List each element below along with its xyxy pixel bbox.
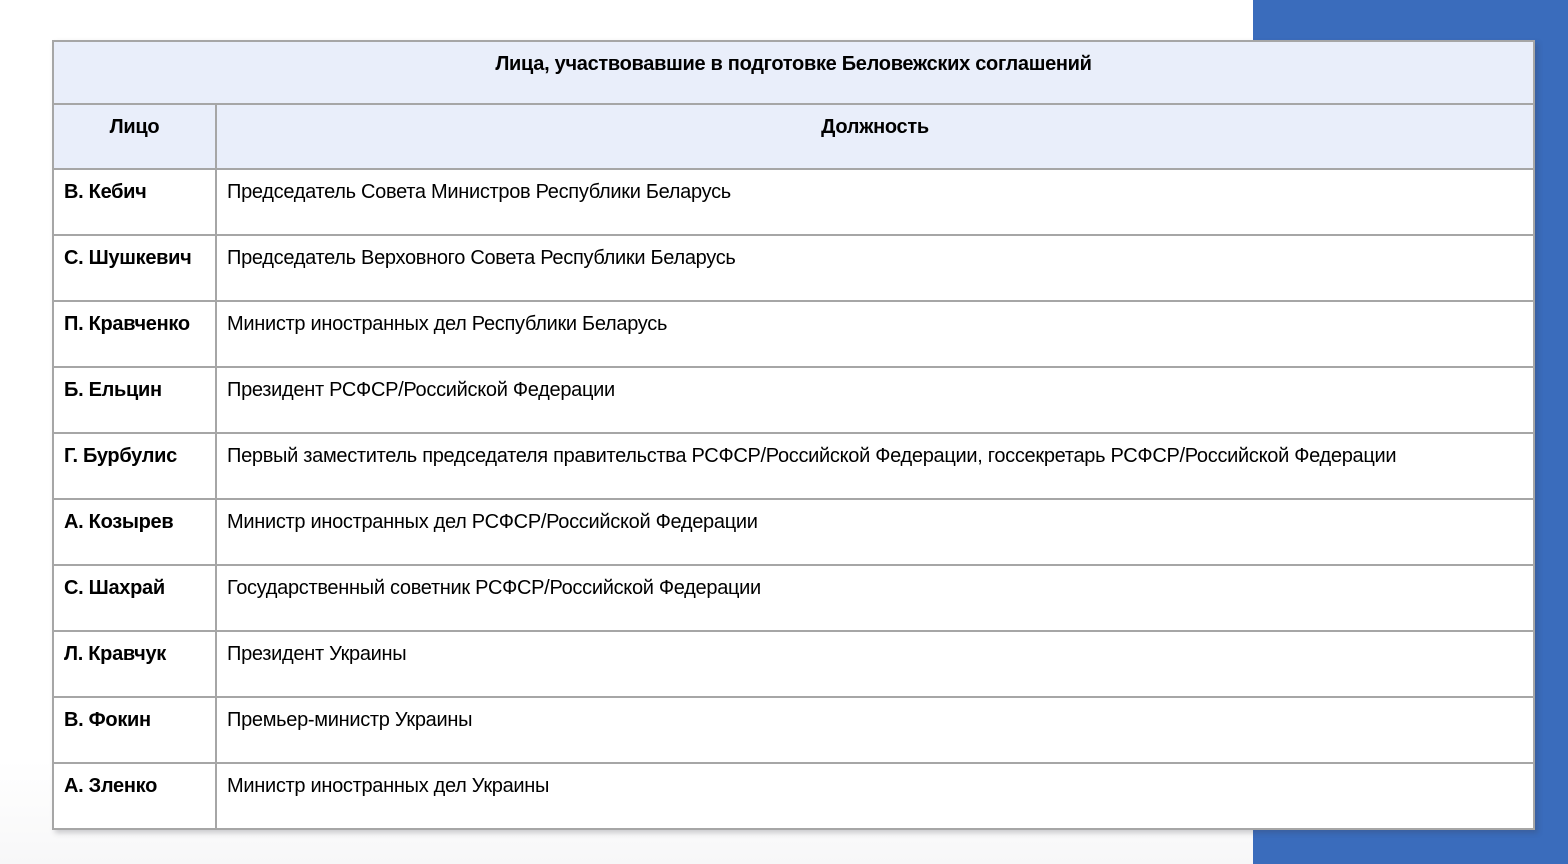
- table-row: [53, 433, 1534, 499]
- participants-table-grid: [52, 40, 1535, 830]
- position-cell: Министр иностранных дел Украины: [216, 763, 1534, 829]
- table-header-row: [53, 104, 1534, 169]
- person-name-cell: Г. Бурбулис: [53, 433, 216, 499]
- column-header-position: Должность: [216, 104, 1534, 169]
- participants-table: [52, 40, 1535, 830]
- table-row: [53, 367, 1534, 433]
- table-row: [53, 565, 1534, 631]
- position-cell: Первый заместитель председателя правительства РСФСР/Российской Федерации, госсекретарь РСФСР/Российской Федерации: [216, 433, 1534, 499]
- position-cell: Председатель Верховного Совета Республики Беларусь: [216, 235, 1534, 301]
- position-cell: Министр иностранных дел Республики Беларусь: [216, 301, 1534, 367]
- table-title: Лица, участвовавшие в подготовке Беловежских соглашений: [53, 41, 1534, 104]
- person-name-cell: В. Кебич: [53, 169, 216, 235]
- person-name-cell: Л. Кравчук: [53, 631, 216, 697]
- position-cell: Премьер-министр Украины: [216, 697, 1534, 763]
- table-title-row: [53, 41, 1534, 104]
- position-cell: Президент Украины: [216, 631, 1534, 697]
- table-row: [53, 631, 1534, 697]
- position-cell: Президент РСФСР/Российской Федерации: [216, 367, 1534, 433]
- table-row: [53, 301, 1534, 367]
- person-name-cell: С. Шахрай: [53, 565, 216, 631]
- table-row: [53, 697, 1534, 763]
- table-row: [53, 499, 1534, 565]
- person-name-cell: П. Кравченко: [53, 301, 216, 367]
- table-row: [53, 763, 1534, 829]
- person-name-cell: Б. Ельцин: [53, 367, 216, 433]
- person-name-cell: А. Зленко: [53, 763, 216, 829]
- person-name-cell: А. Козырев: [53, 499, 216, 565]
- position-cell: Председатель Совета Министров Республики Беларусь: [216, 169, 1534, 235]
- person-name-cell: В. Фокин: [53, 697, 216, 763]
- table-row: [53, 169, 1534, 235]
- person-name-cell: С. Шушкевич: [53, 235, 216, 301]
- table-row: [53, 235, 1534, 301]
- position-cell: Министр иностранных дел РСФСР/Российской Федерации: [216, 499, 1534, 565]
- position-cell: Государственный советник РСФСР/Российской Федерации: [216, 565, 1534, 631]
- column-header-person: Лицо: [53, 104, 216, 169]
